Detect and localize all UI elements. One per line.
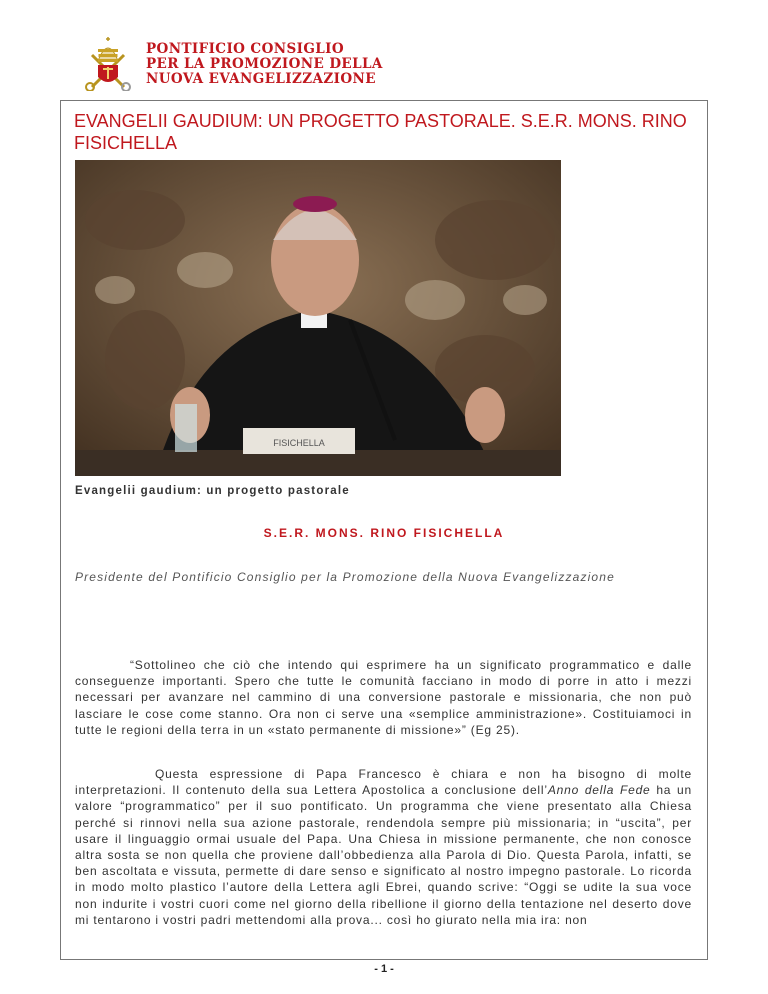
paragraph-2-text-b: ha un valore “programmatico” per il suo pontificato. Un programma che viene presentato alla Chiesa perché si rinnovi nella sua azione pastorale, rendendola sempre più missionaria; in “uscita”, per usare il linguaggio ormai usuale del Papa. Una Chiesa in missione permanente, che non conosce altra sosta se non quella che proviene dall’obbedienza alla Parola di Dio. Questa Parola, infatti, se ben ascoltata e vissuta, permette di dare senso e significato al nostro impegno pastorale. Lo ricorda in modo molto plastico l’autore della Lettera agli Ebrei, quando scrive: “Oggi se udite la sua voce non indurite i vostri cuori come nel giorno della ribellione il giorno della tentazione nel deserto dove mi tentarono i vostri padri mettendomi alla prova... così ho giurato nella mia ira: non [75,783,692,927]
author-name: S.E.R. MONS. RINO FISICHELLA [263,526,505,540]
page-header [80,38,383,90]
paragraph-1 [75,657,692,738]
paragraph-1-text: “Sottolineo che ciò che intendo qui esprimere ha un significato programmatico e dalle conseguenze importanti. Spero che tutte le comunità facciano in modo di porre in atto i mezzi necessari per avanzare nel cammino di una conversione pastorale e missionaria, che non può lasciare le cose come stanno. Ora non ci serve una «semplice amministrazione». Costituiamoci in tutte le regioni della terra in un «stato permanente di missione»” (Eg 25). [75,658,692,737]
paragraph-2-text-a: Questa espressione di Papa Francesco è chiara e non ha bisogno di molte interpretazioni. Il contenuto della sua Lettera Apostolica a conclusione dell’ [75,767,692,798]
photo-caption: Evangelii gaudium: un progetto pastorale [75,485,350,497]
org-name-line-3: NUOVA EVANGELIZZAZIONE [146,70,376,87]
nameplate-text: FISICHELLA [273,438,325,448]
portrait-photo [75,160,561,476]
papal-crest-logo [80,37,136,91]
paragraph-2 [75,766,692,928]
paragraph-2-italic: Anno della Fede [547,783,651,798]
author-role: Presidente del Pontificio Consiglio per la Promozione della Nuova Evangelizzazione [75,570,615,584]
page-title: EVANGELII GAUDIUM: UN PROGETTO PASTORALE. S.E.R. MONS. RINO FISICHELLA [74,111,687,153]
org-name-line-2: PER LA PROMOZIONE DELLA [146,55,383,72]
page-number: - 1 - [374,963,394,975]
org-name [146,42,383,87]
org-name-line-1: PONTIFICIO CONSIGLIO [146,40,345,57]
